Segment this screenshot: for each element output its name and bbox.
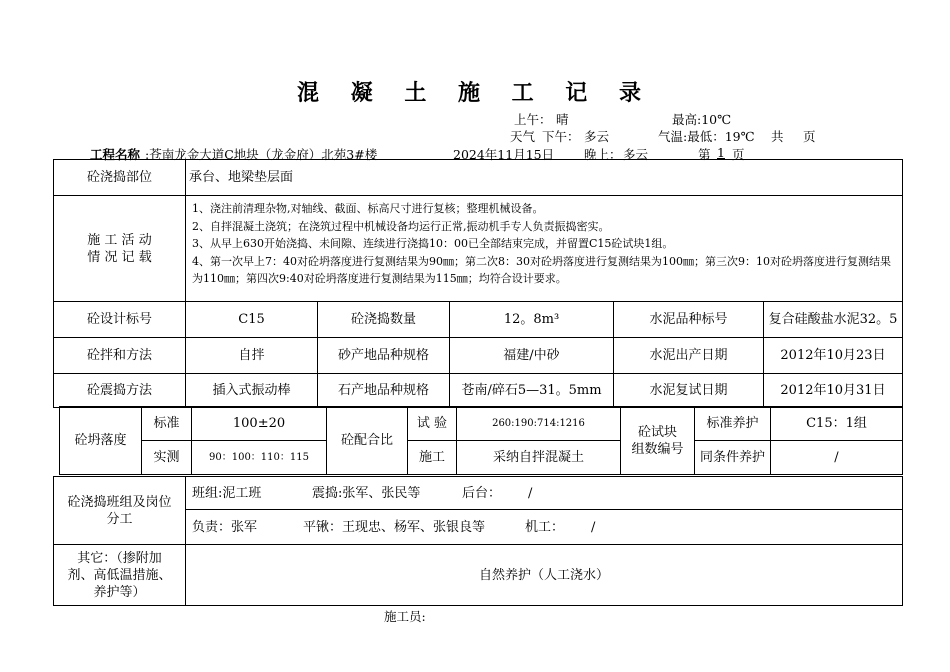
pm-weather-value: 多云 [584, 129, 610, 144]
page-suffix: 页 [732, 147, 745, 162]
vibrate-method-label: 砼震捣方法 [54, 374, 186, 408]
cement-retest-label: 水泥复试日期 [614, 374, 764, 408]
page-number: 1 [717, 145, 725, 160]
sand-label: 砂产地品种规格 [318, 338, 450, 374]
max-temp: 最高:10℃ [672, 112, 732, 127]
sand-value: 福建/中砂 [450, 338, 614, 374]
other-label-line1: 其它：（掺附加 [77, 550, 162, 566]
mix-ratio-label: 砼配合比 [327, 407, 408, 475]
mechanic-label: 机工： [525, 519, 565, 535]
page-title: 混 凝 土 施 工 记 录 [297, 80, 653, 106]
pour-location-value: 承台、地梁垫层面 [186, 160, 903, 196]
specimen-label-line1: 砼试块 [637, 424, 677, 440]
constructor-label: 施工员: [384, 609, 426, 624]
record-date: 2024年11月15日 [453, 147, 555, 162]
backstage-label: 后台： [462, 485, 502, 501]
specimen-label-line2: 组数编号 [631, 441, 684, 457]
trial-value: 260:190:714:1216 [457, 407, 621, 441]
mix-method-label: 砼拌和方法 [54, 338, 186, 374]
construction-info-table [53, 159, 903, 408]
slump-measured-label: 实测 [142, 441, 192, 475]
project-label: 工程名称 [90, 147, 141, 162]
activity-note-1: 1、浇注前清理杂物,对轴线、截面、标高尺寸进行复核；整理机械设备。 [192, 202, 544, 215]
design-grade-value: C15 [186, 302, 318, 338]
backstage-value: / [528, 485, 533, 501]
vibrator-crew: 震捣:张军、张民等 [312, 485, 421, 501]
activity-note-4: 4、第一次早上7：40对砼坍落度进行复测结果为90㎜；第二次8：30对砼坍落度进行复测结果为100㎜；第三次9：10对砼坍落度进行复测结果为110㎜；第四次9:40对砼坍落度进行复测结果为115㎜；均符合设计要求。 [192, 254, 891, 286]
team-label-line1: 砼浇捣班组及岗位 [67, 494, 172, 510]
other-label-line2: 剂、高低温措施、 [67, 567, 172, 583]
page-prefix: 第 [698, 147, 711, 162]
slump-label: 砼坍落度 [60, 407, 142, 475]
cement-type-value: 复合硅酸盐水泥32。5 [764, 302, 903, 338]
slump-standard-label: 标准 [142, 407, 192, 441]
leveler-crew: 平锹：王现忠、杨军、张银良等 [303, 519, 486, 535]
mechanic-value: / [591, 519, 596, 535]
other-label [54, 545, 186, 606]
cement-type-label: 水泥品种标号 [614, 302, 764, 338]
team-row-1 [186, 477, 903, 510]
activity-label-line1: 施 工 活 动 [87, 232, 152, 248]
design-grade-label: 砼设计标号 [54, 302, 186, 338]
night-weather-value: 多云 [623, 147, 649, 162]
cement-retest-value: 2012年10月31日 [764, 374, 903, 408]
trial-label: 试 验 [408, 407, 457, 441]
total-pages-suffix: 页 [803, 129, 816, 144]
stone-label: 石产地品种规格 [318, 374, 450, 408]
cement-date-label: 水泥出产日期 [614, 338, 764, 374]
vibrate-method-value: 插入式振动棒 [186, 374, 318, 408]
team-row-2 [186, 510, 903, 545]
same-cure-label: 同条件养护 [695, 441, 771, 475]
activity-note-3: 3、从早上630开始浇捣、未间隙、连续进行浇捣10：00已全部结束完成，并留置C15砼试块1组。 [192, 237, 674, 251]
am-weather-label: 上午： [514, 112, 552, 127]
slump-standard-value: 100±20 [192, 407, 327, 441]
leader: 负责：张军 [192, 519, 258, 535]
cement-date-value: 2012年10月23日 [764, 338, 903, 374]
specimen-label [621, 407, 695, 475]
team-name: 班组:泥工班 [192, 485, 262, 501]
project-name: :苍南龙金大道C地块（龙金府）北苑3#楼 [145, 147, 378, 162]
total-pages-prefix: 共 [771, 129, 784, 144]
pm-weather-label: 下午： [542, 129, 580, 144]
construction-value: 采纳自拌混凝土 [457, 441, 621, 475]
stone-value: 苍南/碎石5—31。5mm [450, 374, 614, 408]
pour-qty-value: 12。8m³ [450, 302, 614, 338]
weather-label: 天气 [510, 129, 536, 144]
other-label-line3: 养护等） [93, 584, 146, 600]
mix-method-value: 自拌 [186, 338, 318, 374]
night-weather-label: 晚上： [584, 147, 622, 162]
construction-label: 施工 [408, 441, 457, 475]
activity-note-2: 2、自拌混凝土浇筑；在浇筑过程中机械设备均运行正常,振动机手专人负责振捣密实。 [192, 219, 610, 233]
other-value: 自然养护（人工浇水） [186, 545, 903, 606]
same-cure-value: / [771, 441, 903, 475]
standard-cure-label: 标准养护 [695, 407, 771, 441]
activity-label-line2: 情 况 记 载 [87, 249, 152, 265]
temp-label: 气温:最低：19℃ [658, 129, 755, 144]
standard-cure-value: C15：1组 [771, 407, 903, 441]
activity-notes [186, 196, 903, 302]
activity-label [54, 196, 186, 302]
pour-qty-label: 砼浇捣数量 [318, 302, 450, 338]
pour-location-label: 砼浇捣部位 [54, 160, 186, 196]
team-label [54, 477, 186, 545]
slump-measured-value: 90：100：110：115 [192, 441, 327, 475]
team-label-line2: 分工 [106, 511, 133, 527]
team-table [53, 476, 903, 606]
am-weather-value: 晴 [556, 112, 569, 127]
slump-mix-table [59, 406, 903, 475]
